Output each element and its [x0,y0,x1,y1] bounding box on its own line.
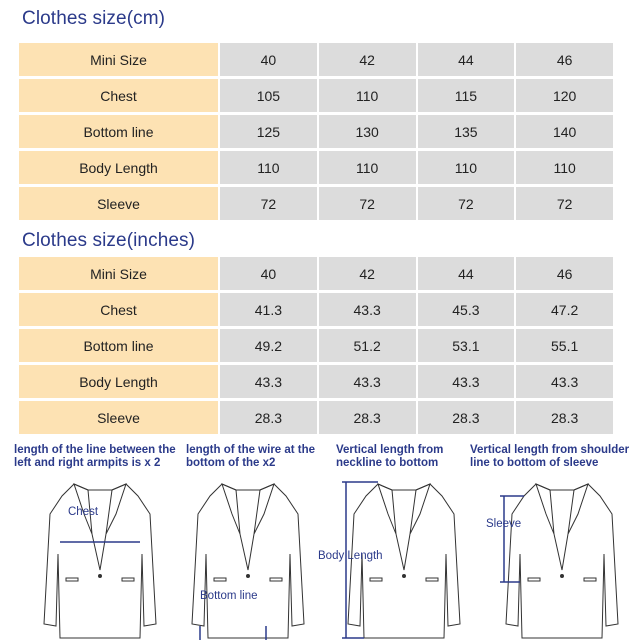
coat-icon [470,474,630,640]
table-cell: 28.3 [220,401,317,434]
table-cell: 110 [319,79,416,112]
coat-icon [14,474,174,640]
table-cell: 110 [516,151,613,184]
table-cell: 72 [516,187,613,220]
table-cell: 115 [418,79,515,112]
table-row [19,401,613,434]
body-length-diagram [316,444,476,640]
table-cell: 72 [418,187,515,220]
table-cell: 28.3 [418,401,515,434]
table-cell: 49.2 [220,329,317,362]
row-header: Sleeve [19,187,218,220]
table-cell: 120 [516,79,613,112]
table-cell: 110 [418,151,515,184]
table-row [19,257,613,290]
table-cell: 72 [319,187,416,220]
table-cell: 135 [418,115,515,148]
inch-section-title: Clothes size(inches) [22,230,196,251]
cm-section-title: Clothes size(cm) [22,8,166,29]
row-header: Mini Size [19,257,218,290]
chest-diagram [14,444,174,640]
row-header: Body Length [19,151,218,184]
table-cell: 45.3 [418,293,515,326]
table-cell: 55.1 [516,329,613,362]
table-cell: 40 [220,43,317,76]
table-cell: 43.3 [220,365,317,398]
table-cell: 28.3 [319,401,416,434]
chest-label: Chest [68,506,99,518]
table-row [19,115,613,148]
table-cell: 110 [220,151,317,184]
table-cell: 42 [319,257,416,290]
table-cell: 43.3 [319,365,416,398]
sleeve-diagram [470,444,630,640]
diagram-caption: length of the line between the left and right armpits is x 2 [14,444,176,469]
table-row [19,365,613,398]
row-header: Mini Size [19,43,218,76]
table-row [19,79,613,112]
table-cell: 47.2 [516,293,613,326]
table-row [19,329,613,362]
table-cell: 43.3 [319,293,416,326]
bottom-line-label: Bottom line [200,590,258,602]
table-cell: 43.3 [516,365,613,398]
table-row [19,293,613,326]
table-cell: 28.3 [516,401,613,434]
row-header: Bottom line [19,115,218,148]
row-header: Bottom line [19,329,218,362]
table-cell: 125 [220,115,317,148]
table-cell: 46 [516,43,613,76]
sleeve-label: Sleeve [486,518,522,530]
table-cell: 40 [220,257,317,290]
table-cell: 44 [418,257,515,290]
table-row [19,43,613,76]
cm-size-table [17,40,615,223]
table-cell: 130 [319,115,416,148]
inch-size-table [17,254,615,437]
table-cell: 41.3 [220,293,317,326]
table-cell: 46 [516,257,613,290]
table-cell: 43.3 [418,365,515,398]
table-cell: 42 [319,43,416,76]
diagram-caption: Vertical length from shoulder line to bottom of sleeve [470,444,630,469]
table-row [19,151,613,184]
table-cell: 53.1 [418,329,515,362]
body-length-label: Body Length [318,550,383,562]
diagram-caption: length of the wire at the bottom of the x2 [186,444,316,469]
table-cell: 110 [319,151,416,184]
table-cell: 72 [220,187,317,220]
table-cell: 140 [516,115,613,148]
table-cell: 51.2 [319,329,416,362]
row-header: Chest [19,293,218,326]
table-cell: 44 [418,43,515,76]
row-header: Sleeve [19,401,218,434]
diagram-caption: Vertical length from neckline to bottom [336,444,444,469]
table-cell: 105 [220,79,317,112]
row-header: Chest [19,79,218,112]
row-header: Body Length [19,365,218,398]
table-row [19,187,613,220]
